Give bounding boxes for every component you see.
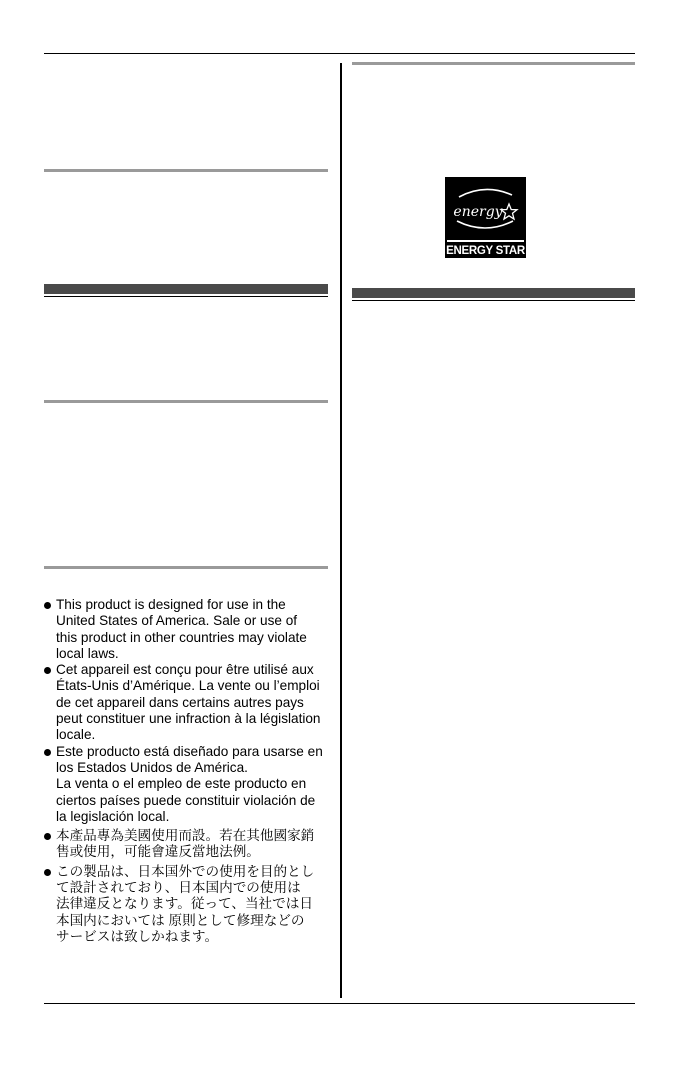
section-rule	[44, 400, 328, 403]
energy-star-label: ENERGY STAR	[446, 245, 525, 257]
note-line: 售或使用，可能會違反當地法例。	[56, 844, 260, 860]
section-heading-band	[44, 284, 328, 294]
section-heading-band	[352, 288, 635, 298]
bullet-icon	[44, 602, 51, 609]
bullet-icon	[44, 833, 51, 840]
note-line: La venta o el empleo de este producto en	[56, 776, 307, 792]
logo-divider	[447, 240, 524, 242]
note-line: 本產品專為美國使用而設。若在其他國家銷	[56, 828, 315, 844]
usage-notes	[44, 597, 334, 945]
note-line: de cet appareil dans certains autres pays	[56, 694, 304, 710]
bullet-icon	[44, 667, 51, 674]
bottom-rule	[44, 1003, 635, 1004]
note-line: États-Unis d’Amérique. La vente ou l’emploi	[56, 678, 320, 694]
bullet-icon	[44, 869, 51, 876]
note-line: Cet appareil est conçu pour être utilisé aux	[56, 662, 314, 678]
note-line: サービスは致しかねます。	[56, 928, 219, 944]
section-rule	[44, 566, 328, 569]
top-rule	[44, 53, 635, 54]
note-line: los Estados Unidos de América.	[56, 759, 248, 775]
section-rule	[44, 169, 328, 172]
note-line: 法律違反となります。従って、当社では日	[56, 896, 313, 912]
note-line: local laws.	[56, 645, 119, 661]
note-english	[44, 597, 334, 662]
section-heading-underline	[44, 296, 328, 297]
note-line: この製品は、日本国外での使用を目的とし	[56, 863, 315, 879]
note-line: て設計されており、日本国内での使用は	[56, 880, 301, 896]
note-line: This product is designed for use in the	[56, 597, 286, 612]
section-heading-underline	[352, 300, 635, 301]
note-line: peut constituer une infraction à la législation	[56, 711, 321, 727]
note-line: la legislación local.	[56, 808, 170, 824]
note-japanese	[44, 864, 334, 945]
section-rule	[352, 62, 635, 65]
note-line: United States of America. Sale or use of	[56, 613, 298, 629]
note-french	[44, 662, 334, 743]
note-line: Este producto está diseñado para usarse en	[56, 743, 323, 759]
note-spanish	[44, 744, 334, 825]
note-line: locale.	[56, 727, 96, 743]
energy-script: energy	[453, 204, 503, 220]
energy-star-logo	[445, 177, 526, 258]
note-line: ciertos países puede constituir violación de	[56, 792, 316, 808]
energy-star-icon	[445, 177, 526, 239]
note-line: 本国内においては 原則として修理などの	[56, 912, 305, 928]
note-chinese	[44, 828, 334, 861]
bullet-icon	[44, 749, 51, 756]
column-divider	[340, 63, 342, 998]
note-line: this product in other countries may violate	[56, 629, 307, 645]
